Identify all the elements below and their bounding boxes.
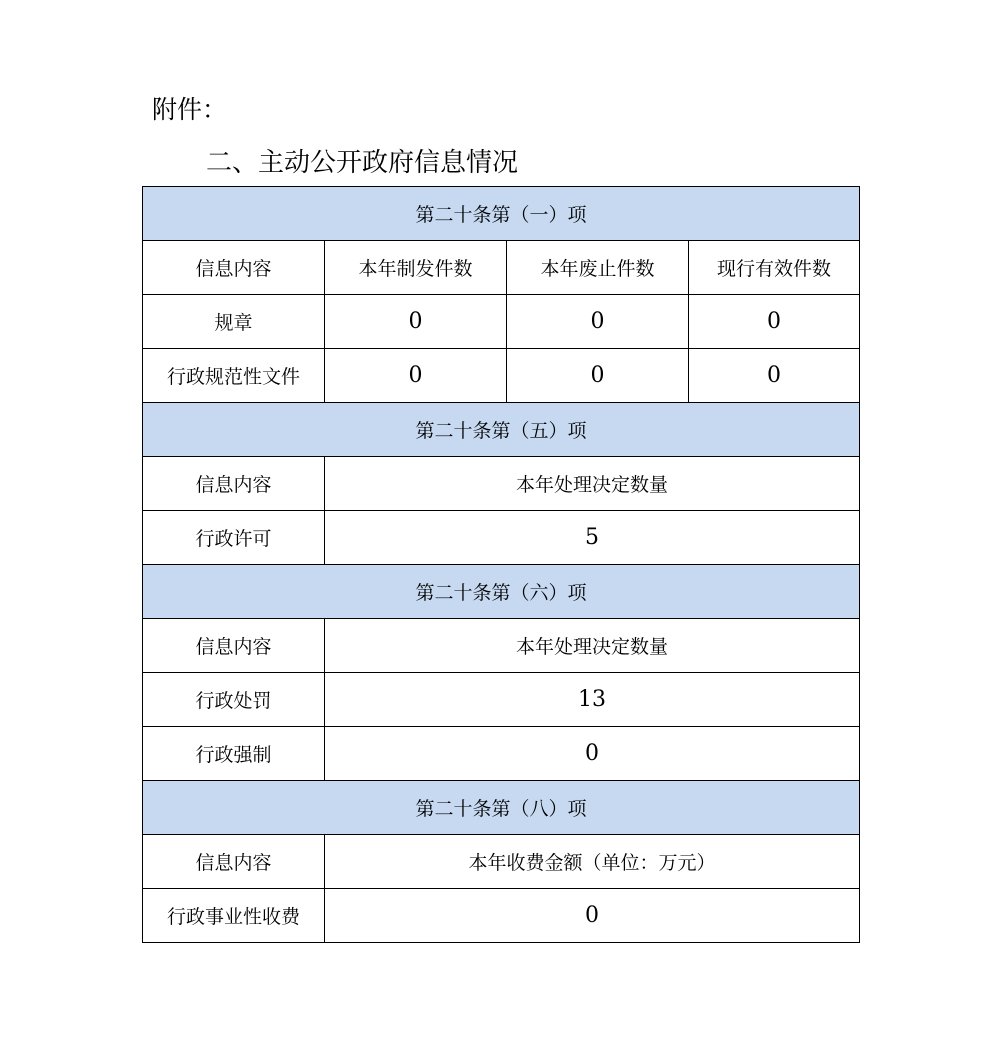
section-row: [143, 187, 860, 241]
table-row: [143, 295, 860, 349]
header-row: [143, 241, 860, 295]
table-row: [143, 349, 860, 403]
header-cell: 本年制发件数: [325, 241, 507, 295]
table-row: [143, 673, 860, 727]
row-label: 规章: [143, 295, 325, 349]
row-label: 行政事业性收费: [143, 889, 325, 943]
value-cell: 0: [325, 295, 507, 349]
info-table: [142, 186, 860, 943]
header-cell: 信息内容: [143, 619, 325, 673]
section-row: [143, 781, 860, 835]
value-cell: 5: [325, 511, 860, 565]
table-row: [143, 511, 860, 565]
header-cell: 信息内容: [143, 457, 325, 511]
section-title: 第二十条第（五）项: [143, 403, 860, 457]
header-cell: 现行有效件数: [689, 241, 860, 295]
header-cell: 本年废止件数: [507, 241, 689, 295]
header-cell: 信息内容: [143, 241, 325, 295]
row-label: 行政规范性文件: [143, 349, 325, 403]
table-row: [143, 889, 860, 943]
section-heading: 二、主动公开政府信息情况: [206, 148, 519, 178]
section-title: 第二十条第（六）项: [143, 565, 860, 619]
value-cell: 13: [325, 673, 860, 727]
section-title: 第二十条第（八）项: [143, 781, 860, 835]
value-cell: 0: [325, 889, 860, 943]
value-cell: 0: [507, 295, 689, 349]
header-cell: 本年处理决定数量: [325, 457, 860, 511]
header-row: [143, 619, 860, 673]
row-label: 行政强制: [143, 727, 325, 781]
header-cell: 本年收费金额（单位：万元）: [325, 835, 860, 889]
value-cell: 0: [689, 295, 860, 349]
header-cell: 信息内容: [143, 835, 325, 889]
header-row: [143, 835, 860, 889]
section-title: 第二十条第（一）项: [143, 187, 860, 241]
header-row: [143, 457, 860, 511]
row-label: 行政许可: [143, 511, 325, 565]
table-row: [143, 727, 860, 781]
value-cell: 0: [507, 349, 689, 403]
section-row: [143, 403, 860, 457]
value-cell: 0: [325, 349, 507, 403]
row-label: 行政处罚: [143, 673, 325, 727]
section-row: [143, 565, 860, 619]
attachment-label: 附件：: [152, 95, 228, 124]
value-cell: 0: [689, 349, 860, 403]
value-cell: 0: [325, 727, 860, 781]
header-cell: 本年处理决定数量: [325, 619, 860, 673]
